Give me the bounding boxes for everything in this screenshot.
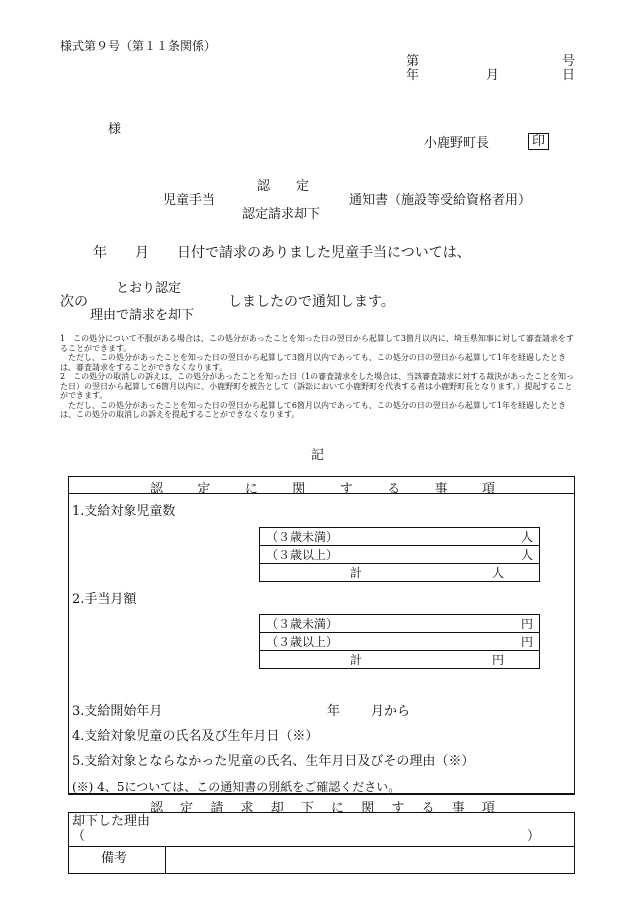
- appeal-notes: [60, 334, 578, 420]
- ki-mark: 記: [311, 448, 325, 463]
- note-1-proviso: ただし、この処分があったことを知った日の翌日から起算して3箇月以内であっても、この処分の日の翌日から起算して1年を経過したときは、審査請求をすることができなくなります。: [60, 353, 567, 372]
- attachment-footnote: (※) 4、5については、この通知書の別紙をご確認ください。: [72, 780, 401, 794]
- date-year-label: 年: [406, 68, 420, 83]
- remarks-divider: [165, 846, 166, 873]
- remarks-top-line: [68, 846, 574, 847]
- date-month-label: 月: [486, 68, 500, 83]
- approval-section-header: 認 定 に 関 す る 事 項: [150, 482, 495, 497]
- body-line1: 年 月 日付で請求のありました児童手当については、: [93, 245, 471, 261]
- rejection-top-line: [68, 793, 574, 794]
- date-day-label: 日: [562, 68, 576, 83]
- child-over3-label: （３歳以上）: [266, 548, 339, 562]
- body-suffix: しましたので通知します。: [228, 294, 395, 310]
- item-ineligible-children: 5.支給対象とならなかった児童の氏名、生年月日及びその理由（※）: [72, 754, 475, 769]
- title-option-approve: 認 定: [257, 179, 310, 194]
- seal-mark: 印: [528, 133, 549, 150]
- start-month-label: 月から: [371, 704, 411, 719]
- body-prefix: 次の: [60, 294, 88, 310]
- title-left: 児童手当: [163, 193, 216, 208]
- child-over3-unit: 人: [520, 548, 533, 562]
- body-option-approve: とおり認定: [116, 281, 182, 296]
- amount-over3-label: （３歳以上）: [266, 635, 339, 649]
- reason-paren-open: （: [72, 829, 86, 844]
- child-total-unit: 人: [492, 566, 505, 580]
- note-2: 2 この処分の取消しの訴えは、この処分があったことを知った日（1の審査請求をした場合は、当該審査請求に対する裁決があったことを知った日）の翌日から起算して6箇月以内に、小鹿野町を被告として（訴訟において小鹿野町を代表する者は小鹿野町長となります。）提起することができます。: [60, 372, 575, 400]
- form-number: 様式第９号（第１１条関係）: [60, 39, 217, 53]
- monthly-amount-table: [259, 614, 540, 669]
- start-year-label: 年: [327, 704, 341, 719]
- amount-under3-unit: 円: [520, 617, 533, 631]
- title-option-reject: 認定請求却下: [242, 207, 321, 222]
- child-under3-label: （３歳未満）: [266, 530, 339, 544]
- doc-number-suffix: 号: [562, 54, 576, 69]
- doc-number-prefix: 第: [406, 54, 420, 69]
- amount-over3-unit: 円: [520, 635, 533, 649]
- issuer-name: 小鹿野町長: [424, 136, 490, 151]
- remarks-label: 備考: [101, 851, 128, 866]
- rejection-reason-label: 却下した理由: [72, 814, 151, 829]
- title-right: 通知書（施設等受給資格者用）: [349, 193, 532, 208]
- note-2-proviso: ただし、この処分があったことを知った日の翌日から起算して6箇月以内であっても、この処分の日の翌日から起算して1年を経過したときは、この処分の取消しの訴えを提起することができなくなります。: [60, 400, 567, 419]
- child-under3-unit: 人: [520, 530, 533, 544]
- rejection-section-header: 認 定 請 求 却 下 に 関 す る 事 項: [150, 801, 495, 816]
- item-child-count: 1.支給対象児童数: [72, 504, 176, 519]
- body-option-reject: 理由で請求を却下: [90, 308, 195, 323]
- amount-total-label: 計: [350, 653, 363, 667]
- item-monthly-amount: 2.手当月額: [72, 592, 137, 607]
- reason-paren-close: ）: [527, 829, 541, 844]
- child-count-table: [259, 527, 540, 582]
- item-eligible-children: 4.支給対象児童の氏名及び生年月日（※）: [72, 729, 319, 744]
- amount-under3-label: （３歳未満）: [266, 617, 339, 631]
- child-total-label: 計: [350, 566, 363, 580]
- amount-total-unit: 円: [492, 653, 505, 667]
- note-1: 1 この処分について不服がある場合は、この処分があったことを知った日の翌日から起算して3箇月以内に、埼玉県知事に対して審査請求をすることができます。: [60, 334, 574, 353]
- addressee-suffix: 様: [108, 122, 122, 137]
- item-start-month: 3.支給開始年月: [72, 704, 163, 719]
